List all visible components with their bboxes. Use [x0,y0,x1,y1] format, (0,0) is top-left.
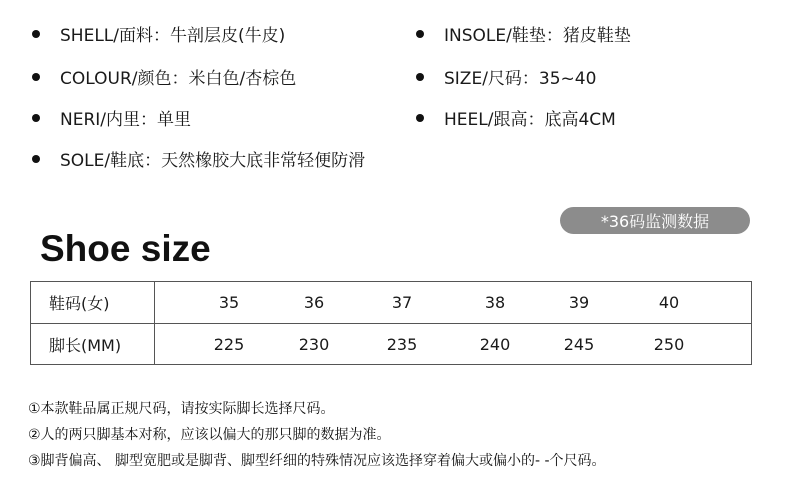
length-cell: 235 [386,335,418,354]
spec-text: COLOUR/颜色：米白色/杏棕色 [60,69,297,89]
size-cell: 36 [303,293,325,312]
page-title: Shoe size [40,228,211,269]
note-3: ③脚背偏高、 脚型宽肥或是脚背、脚型纤细的特殊情况应该选择穿着偏大或偏小的- -个尺码。 [28,453,606,469]
length-cell: 225 [213,335,245,354]
spec-text: NERI/内里：单里 [60,110,192,130]
bullet-icon [32,30,40,38]
size-table [30,281,752,365]
bullet-icon [416,30,424,38]
spec-text: HEEL/跟高：底高4CM [444,110,616,130]
spec-text: SHELL/面料：牛剖层皮(牛皮) [60,26,286,46]
spec-sole [32,146,365,171]
bullet-icon [416,73,424,81]
spec-text: INSOLE/鞋垫：猪皮鞋垫 [444,26,631,46]
note-1: ①本款鞋品属正规尺码，请按实际脚长选择尺码。 [28,401,335,417]
bullet-icon [32,114,40,122]
bullet-icon [416,114,424,122]
size-cell: 37 [391,293,413,312]
spec-heel [416,105,616,130]
size-cell: 39 [568,293,590,312]
length-cell: 245 [563,335,595,354]
length-cell: 250 [653,335,685,354]
spec-insole [416,21,631,46]
spec-neri [32,105,191,130]
table-row-lengths [31,324,751,365]
size-cell: 38 [484,293,506,312]
spec-shell [32,21,285,46]
bullet-icon [32,155,40,163]
spec-text: SIZE/尺码：35~40 [444,69,597,89]
bullet-icon [32,73,40,81]
size-cell: 40 [658,293,680,312]
size-cell: 35 [218,293,240,312]
spec-size [416,64,596,89]
spec-colour [32,64,296,89]
table-row-sizes [31,282,751,324]
length-cell: 240 [479,335,511,354]
row-label: 脚长(MM) [31,324,155,365]
spec-text: SOLE/鞋底：天然橡胶大底非常轻便防滑 [60,151,366,171]
measurement-badge: *36码监测数据 [560,207,750,234]
length-cell: 230 [298,335,330,354]
row-label: 鞋码(女) [31,282,155,323]
note-2: ②人的两只脚基本对称，应该以偏大的那只脚的数据为准。 [28,427,391,443]
